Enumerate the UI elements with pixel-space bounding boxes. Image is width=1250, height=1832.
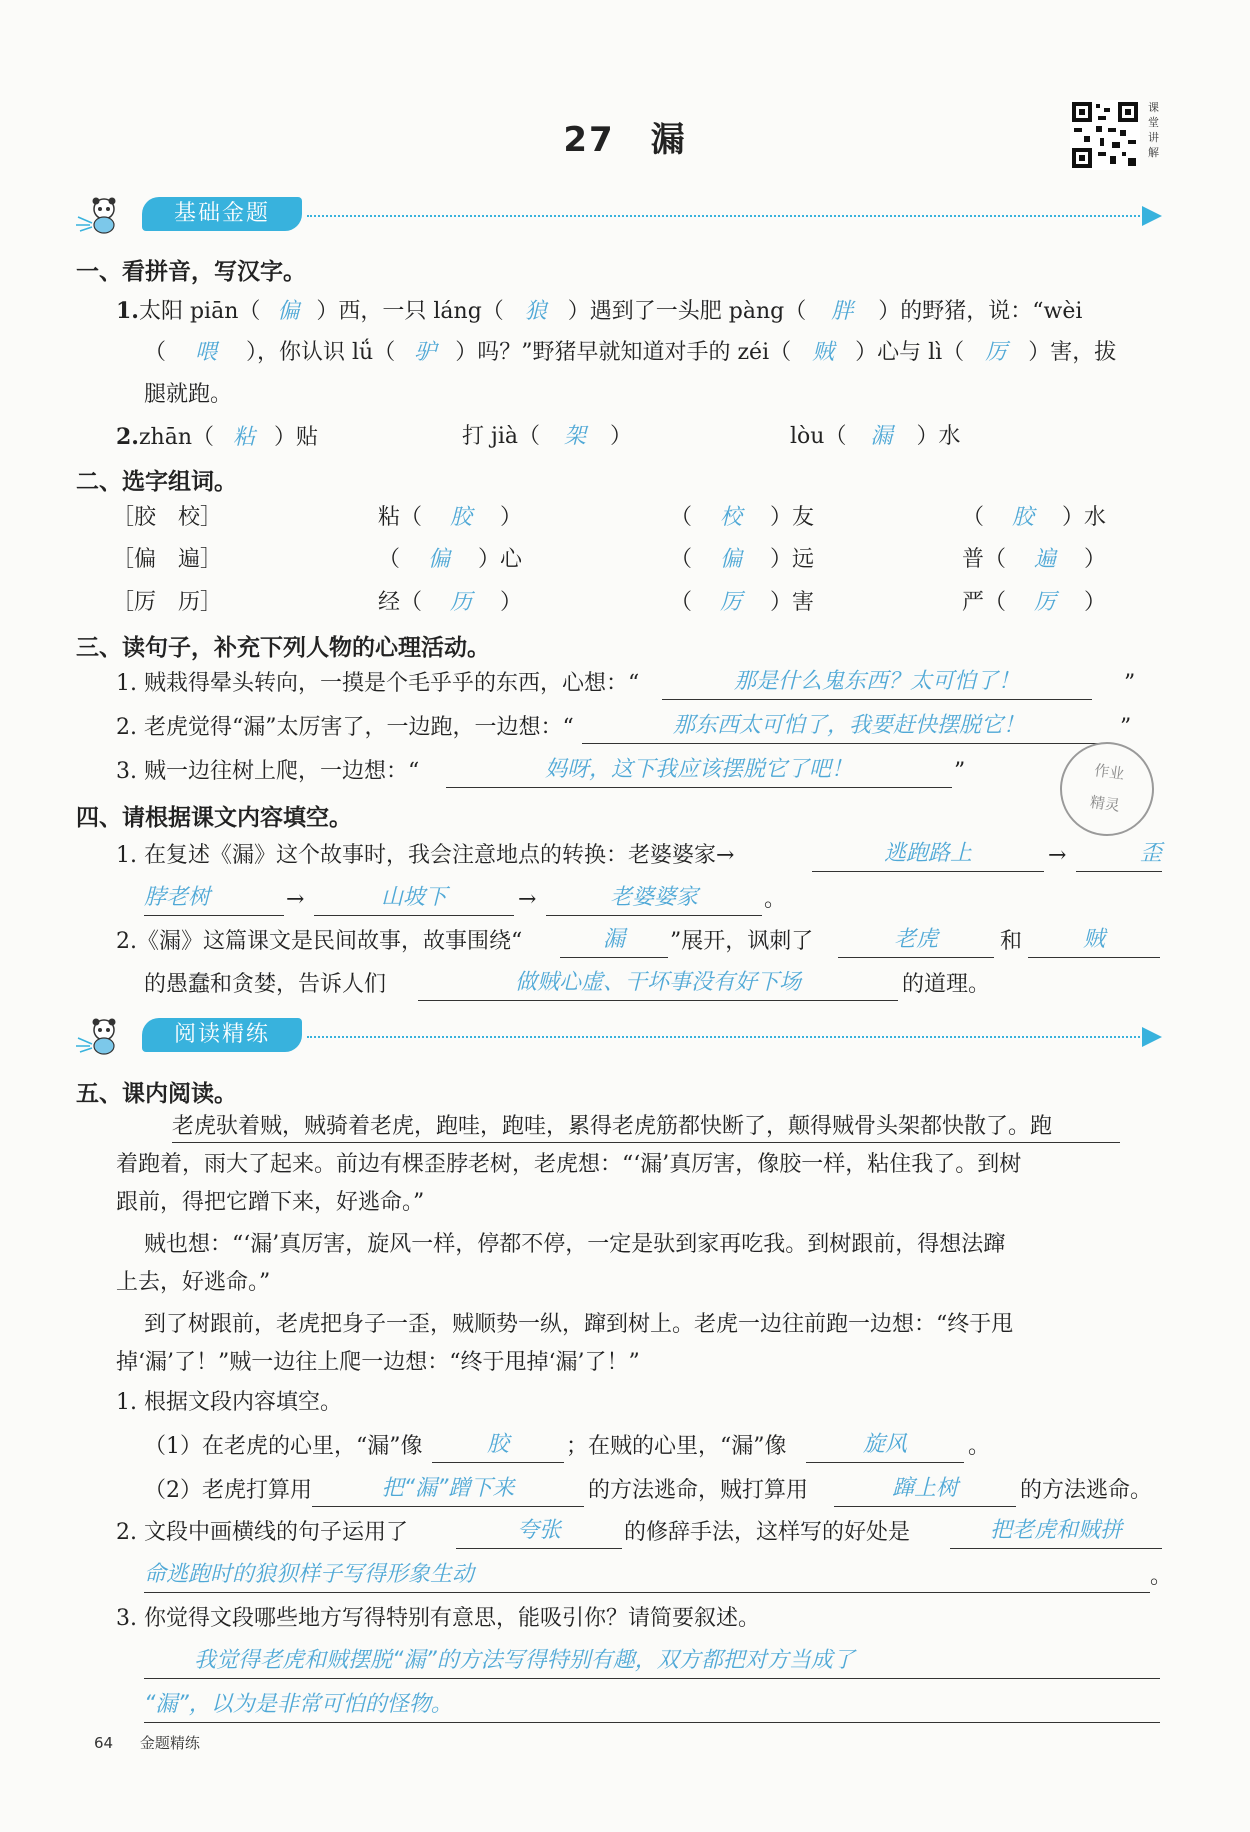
s3-q3-blank	[446, 755, 952, 788]
s4-q1-blank2b	[144, 883, 284, 916]
answer: 把老虎和贼拼	[989, 1518, 1122, 1543]
answer: 贼	[1082, 927, 1105, 952]
answer: 命逃跑时的狼狈样子写得形象生动	[144, 1562, 475, 1587]
answer: 逃跑路上	[883, 841, 972, 866]
s5-q2-blank2a	[950, 1516, 1162, 1549]
s5-q1-s1-blank1	[432, 1430, 564, 1463]
qr-code-icon[interactable]	[1070, 100, 1140, 170]
answer: 旋风	[862, 1432, 907, 1457]
word-item: 普（ 遍 ）	[962, 545, 1106, 575]
s4-q1-blank2a	[1076, 839, 1162, 872]
answer: 那是什么鬼东西？太可怕了！	[733, 669, 1020, 694]
worksheet-page: 27 漏 课堂讲解 基础金题 一、看拼音，写汉字。 1.太阳 piān（ 偏 ）西，一只 láng（ 狼 ）遇到了一头肥 pàng（ 胖 ）的野猪，说：“wèi （ 喂 ），你认识 lǘ（ 驴 ）吗？”野猪早就知道对手的 zéi（ 贼 ）心与 lì（ 厉 ）害，拔 腿就跑。 2.zhān（ 粘 ）贴 打 jià（ 架 ） lòu（ 漏 ）水 二、选字组词。 ［胶 校］ 粘（ 胶 ） （ 校 ）友 （ 胶 ）水 ［偏 遍］ （ 偏 ）心 （ 偏 ）远 普（ 遍 ） ［厉 历］ 经（ 历 ） （ 厉 ）害 严（ 厉 ） 三、读句子，补充下列人物的心理活动。 1. 贼栽得晕头转向，一摸是个毛乎乎的东西，心想：“ 那是什么鬼东西？太可怕了！ ” 2. 老虎觉得“漏”太厉害了，一边跑，一边想：“ 那东西太可怕了，我要赶快摆脱它！ ” 3. 贼一边往树上爬，一边想：“ 妈呀，这下我应该摆脱它了吧！ ” 作业 精灵 四、请根据课文内容填空。 1. 在复述《漏》这个故事时，我会注意地点的转换：老婆婆家→ 逃跑路上 → 歪 脖老树 → 山坡下 → 老婆婆家 。 2.《漏》这篇课文是民间故事，故事围绕“ 漏 ”展开，讽刺了 老虎 和 贼 的愚蠢和贪婪，告诉人们 做贼心虚、干坏事没有好下场 的道理。 阅读精练 五、课内阅读。 老虎驮着贼，贼骑着老虎，跑哇，跑哇，累得老虎筋都快断了，颠得贼骨头架都快散了。跑 着跑着，雨大了起来。前边有棵歪脖老树，老虎想：“‘漏’真厉害，像胶一样，粘住我了。到树 跟前，得把它蹭下来，好逃命。” 贼也想：“‘漏’真厉害，旋风一样，停都不停，一定是驮到家再吃我。到树跟前，得想法蹿 上去，好逃命。” 到了树跟前，老虎把身子一歪，贼顺势一纵，蹿到树上。老虎一边往前跑一边想：“终于甩 掉‘漏’了！”贼一边往上爬一边想：“终于甩掉‘漏’了！” 1. 根据文段内容填空。 （1）在老虎的心里，“漏”像 胶 ；在贼的心里，“漏”像 旋风 。 （2）老虎打算用 把“漏”蹭下来 的方法逃命，贼打算用 蹿上树 的方法逃命。 2. 文段中画横线的句子运用了 夸张 的修辞手法，这样写的好处是 把老虎和贼拼 命逃跑时的狼狈样子写得形象生动 。 3. 你觉得文段哪些地方写得特别有意思，能吸引你？请简要叙述。 我觉得老虎和贼摆脱“漏”的方法写得特别有趣，双方都把对方当成了 “漏”，以为是非常可怕的怪物。 64 金题精练	[0, 0, 1250, 1832]
answer: 驴	[414, 340, 437, 365]
s5-q1-text: 1. 根据文段内容填空。	[116, 1390, 342, 1415]
panda-mascot-icon	[72, 195, 142, 235]
banner-basic-label: 基础金题	[142, 197, 302, 231]
s1-q2-item2: 打 jià（ 架 ）	[462, 422, 632, 452]
passage-line: 贼也想：“‘漏’真厉害，旋风一样，停都不停，一定是驮到家再吃我。到树跟前，得想法蹿	[144, 1232, 1006, 1257]
lesson-number: 27	[563, 120, 615, 160]
s4-q2-t1: 2.《漏》这篇课文是民间故事，故事围绕“	[116, 929, 523, 954]
s4-q1-blank1	[812, 839, 1044, 872]
s3-q2-text: 2. 老虎觉得“漏”太厉害了，一边跑，一边想：“	[116, 715, 574, 740]
answer: 脖老树	[144, 885, 211, 910]
answer: 漏	[870, 424, 893, 449]
answer: 胶	[450, 505, 473, 530]
answer: “漏”，以为是非常可怕的怪物。	[144, 1692, 453, 1717]
passage-line: 老虎驮着贼，贼骑着老虎，跑哇，跑哇，累得老虎筋都快断了，颠得贼骨头架都快散了。跑	[172, 1112, 1120, 1143]
word-item: 粘（ 胶 ）	[378, 503, 522, 533]
s1-q1-line2: （ 喂 ），你认识 lǘ（ 驴 ）吗？”野猪早就知道对手的 zéi（ 贼 ）心与 lì（ 厉 ）害，拔	[144, 338, 1116, 368]
s4-q1-text: 1. 在复述《漏》这个故事时，我会注意地点的转换：老婆婆家→	[116, 843, 735, 868]
s4-q1-blank4	[546, 883, 762, 916]
answer: 厉	[1034, 590, 1057, 615]
answer: 偏	[428, 547, 451, 572]
s5-q2-blank1	[456, 1516, 622, 1549]
s4-q2-blank4	[418, 968, 898, 1001]
s5-q3-text: 3. 你觉得文段哪些地方写得特别有意思，能吸引你？请简要叙述。	[116, 1606, 760, 1631]
section2-heading: 二、选字组词。	[76, 469, 237, 495]
answer: 遍	[1034, 547, 1057, 572]
s5-q1-s2-blank1	[312, 1474, 584, 1507]
s5-q1-s2-blank2	[834, 1474, 1016, 1507]
banner-basic	[72, 195, 1162, 235]
answer: 粘	[233, 425, 256, 450]
s5-q3-answer-line2	[144, 1690, 1160, 1723]
answer: 胶	[486, 1432, 509, 1457]
answer: 那东西太可怕了，我要赶快摆脱它！	[672, 713, 1025, 738]
qr-label: 课堂讲解	[1148, 101, 1159, 159]
answer: 胶	[1012, 505, 1035, 530]
book-name: 金题精练	[139, 1734, 200, 1752]
section4-heading: 四、请根据课文内容填空。	[76, 805, 352, 831]
answer: 偏	[277, 299, 300, 324]
word-item: 经（ 历 ）	[378, 588, 522, 618]
banner-reading	[72, 1016, 1162, 1056]
answer: 喂	[195, 340, 218, 365]
s1-q1-line3: 腿就跑。	[144, 382, 233, 407]
s3-q3-text: 3. 贼一边往树上爬，一边想：“	[116, 759, 420, 784]
word-item: （ 偏 ）远	[670, 545, 814, 575]
answer: 我觉得老虎和贼摆脱“漏”的方法写得特别有趣，双方都把对方当成了	[194, 1648, 855, 1673]
s1-q2-item3: lòu（ 漏 ）水	[790, 422, 960, 452]
s4-q2-blank3	[1028, 925, 1160, 958]
char-pair: ［偏 遍］	[112, 547, 223, 572]
s4-q2-blank2	[838, 925, 994, 958]
answer: 妈呀，这下我应该摆脱它了吧！	[544, 757, 853, 782]
word-item: （ 校 ）友	[670, 503, 814, 533]
page-footer	[94, 1732, 200, 1753]
passage-line: 上去，好逃命。”	[116, 1270, 271, 1295]
passage-line: 到了树跟前，老虎把身子一歪，贼顺势一纵，蹿到树上。老虎一边往前跑一边想：“终于甩	[144, 1312, 1014, 1337]
answer: 山坡下	[380, 885, 447, 910]
banner-dotted-line	[307, 215, 1140, 217]
answer: 狼	[524, 299, 547, 324]
banner-arrow-icon	[1142, 1027, 1162, 1047]
s3-q1-text: 1. 贼栽得晕头转向，一摸是个毛乎乎的东西，心想：“	[116, 671, 640, 696]
answer: 架	[563, 424, 586, 449]
s1-q1-line1: 1.太阳 piān（ 偏 ）西，一只 láng（ 狼 ）遇到了一头肥 pàng（ 胖 ）的野猪，说：“wèi	[116, 296, 1082, 327]
char-pair: ［胶 校］	[112, 505, 223, 530]
homework-stamp: 作业 精灵	[1054, 736, 1160, 842]
answer: 厉	[720, 590, 743, 615]
passage-line: 跟前，得把它蹭下来，好逃命。”	[116, 1190, 425, 1215]
answer: 胖	[831, 299, 854, 324]
s4-q2-blank1	[560, 925, 668, 958]
page-title	[0, 112, 1250, 161]
passage-line: 掉‘漏’了！”贼一边往上爬一边想：“终于甩掉‘漏’了！”	[116, 1350, 640, 1375]
answer: 校	[720, 505, 743, 530]
s3-q1-blank	[662, 667, 1092, 700]
section1-heading: 一、看拼音，写汉字。	[76, 259, 306, 285]
banner-arrow-icon	[1142, 206, 1162, 226]
passage-line: 着跑着，雨大了起来。前边有棵歪脖老树，老虎想：“‘漏’真厉害，像胶一样，粘住我了。到树	[116, 1152, 1022, 1177]
section3-heading: 三、读句子，补充下列人物的心理活动。	[76, 635, 490, 661]
answer: 歪	[1139, 841, 1162, 866]
answer: 历	[450, 590, 473, 615]
char-pair: ［厉 历］	[112, 590, 223, 615]
banner-dotted-line	[307, 1036, 1140, 1038]
word-item: （ 胶 ）水	[962, 503, 1106, 533]
answer: 老虎	[893, 927, 938, 952]
section5-heading: 五、课内阅读。	[76, 1081, 237, 1107]
s5-q3-answer-line1	[144, 1646, 1160, 1679]
panda-mascot-icon	[72, 1016, 142, 1056]
banner-reading-label: 阅读精练	[142, 1018, 302, 1052]
s1-q2-item1: 2.zhān（ 粘 ）贴	[116, 422, 318, 453]
s4-q1-blank3	[314, 883, 514, 916]
answer: 把“漏”蹭下来	[381, 1476, 515, 1501]
s5-q1-s1-blank2	[806, 1430, 964, 1463]
s5-q2-blank2b	[144, 1560, 1150, 1593]
answer: 老婆婆家	[609, 885, 698, 910]
answer: 厉	[985, 340, 1008, 365]
answer: 漏	[602, 927, 625, 952]
answer: 偏	[720, 547, 743, 572]
answer: 做贼心虚、干坏事没有好下场	[514, 970, 801, 995]
lesson-title: 漏	[650, 120, 687, 160]
answer: 贼	[812, 340, 835, 365]
page-number: 64	[94, 1734, 114, 1752]
answer: 夸张	[516, 1518, 561, 1543]
word-item: （ 厉 ）害	[670, 588, 814, 618]
answer: 蹿上树	[891, 1476, 958, 1501]
word-item: （ 偏 ）心	[378, 545, 522, 575]
word-item: 严（ 厉 ）	[962, 588, 1106, 618]
s3-q2-blank	[582, 711, 1116, 744]
